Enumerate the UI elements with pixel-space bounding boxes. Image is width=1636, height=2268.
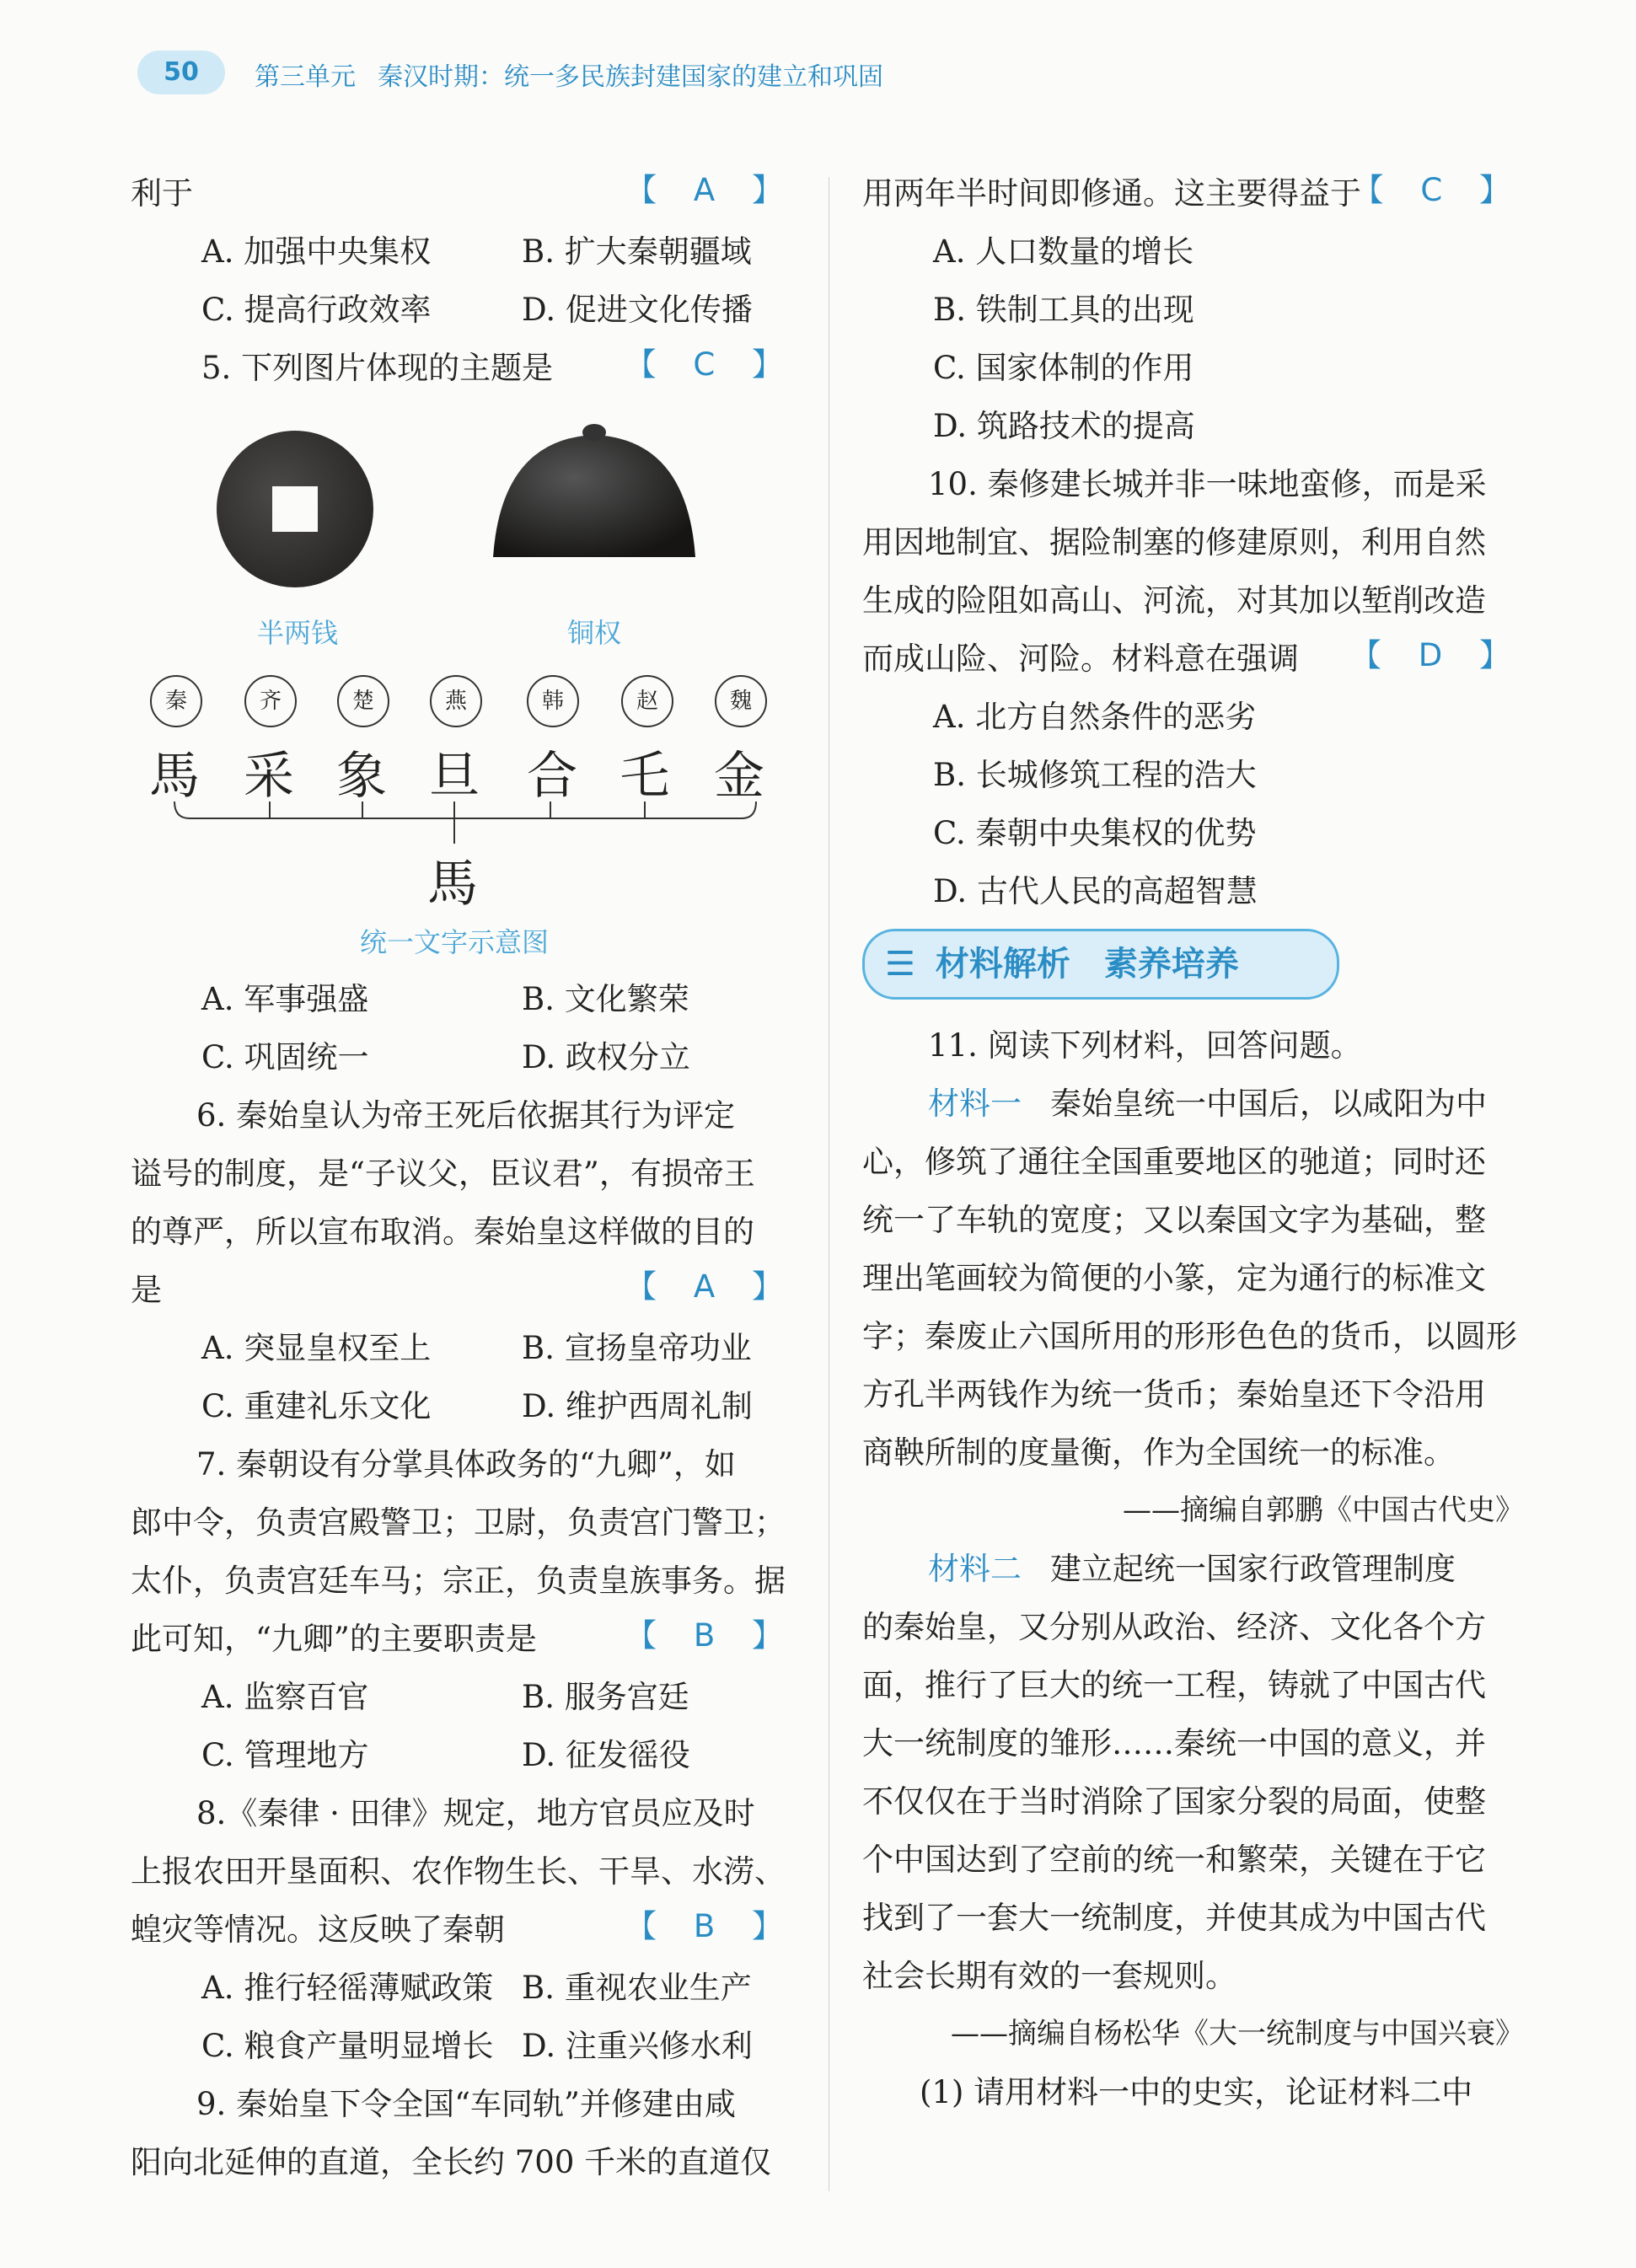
glyph-zhao: 乇 (620, 747, 670, 806)
glyph-unified: 馬 (427, 855, 478, 914)
fig-caption-weight: 铜权 (567, 617, 622, 649)
m2-line: 找到了一套大一统制度，并使其成为中国古代 (862, 1900, 1486, 1936)
q9-tail: 用两年半时间即修通。这主要得益于 【 C 】 (862, 164, 1524, 223)
m2-line: 个中国达到了空前的统一和繁荣，关键在于它 (862, 1842, 1486, 1878)
q4-tail: 利于 【 A 】 (131, 164, 797, 223)
m2-line: 大一统制度的雏形……秦统一中国的意义，并 (862, 1725, 1486, 1761)
section-title: 材料解析 素养培养 (935, 945, 1239, 984)
q10-line: 用因地制宜、据险制塞的修建原则，利用自然 (862, 524, 1486, 560)
m1-line: 心，修筑了通往全国重要地区的驰道；同时还 (862, 1144, 1486, 1180)
bronze-weight-image (485, 414, 704, 582)
state-chu: 楚 (337, 675, 389, 727)
q4-options-row2: C. 提高行政效率 D. 促进文化传播 (201, 292, 753, 328)
m1-line: 理出笔画较为简便的小篆，定为通行的标准文 (862, 1260, 1486, 1296)
q9-option: B. 铁制工具的出现 (933, 292, 1194, 328)
fig-caption-script: 统一文字示意图 (360, 926, 550, 958)
m1-line: 字；秦废止六国所用的形形色色的货币，以圆形 (862, 1318, 1517, 1354)
q7-options-row1: A. 监察百官 B. 服务宫廷 (201, 1679, 689, 1715)
q10-option: A. 北方自然条件的恶劣 (933, 699, 1257, 735)
m1-line: 商鞅所制的度量衡，作为全国统一的标准。 (862, 1434, 1455, 1471)
q8-options-row1: A. 推行轻徭薄赋政策 B. 重视农业生产 (201, 1970, 752, 2006)
q9-option: C. 国家体制的作用 (933, 350, 1194, 386)
q7-line: 7. 秦朝设有分掌具体政务的“九卿”，如 (196, 1446, 736, 1483)
left-column (131, 164, 797, 2191)
q5-options-row2: C. 巩固统一 D. 政权分立 (201, 1039, 690, 1075)
page-number: 50 (137, 51, 225, 94)
q4-answer: 【 A 】 (625, 172, 797, 208)
q5-options-row1: A. 军事强盛 B. 文化繁荣 (201, 981, 689, 1017)
m2-line-first: 材料二 建立起统一国家行政管理制度 (928, 1551, 1456, 1587)
q10-line: 生成的险阻如高山、河流，对其加以堑削改造 (862, 582, 1486, 619)
running-title (255, 56, 905, 93)
m1-line: 方孔半两钱作为统一货币；秦始皇还下令沿用 (862, 1376, 1486, 1413)
state-zhao: 赵 (621, 675, 673, 727)
glyph-wei: 金 (714, 747, 764, 806)
q9-option: A. 人口数量的增长 (933, 233, 1194, 270)
unit-label: 第三单元 (255, 62, 356, 92)
m1-source: ——摘编自郭鹏《中国古代史》 (1123, 1493, 1524, 1527)
q8-line-last: 蝗灾等情况。这反映了秦朝 【 B 】 (131, 1901, 797, 1959)
q4-options-row1: A. 加强中央集权 B. 扩大秦朝疆域 (201, 233, 752, 270)
state-wei: 魏 (715, 675, 767, 727)
q7-line: 太仆，负责宫廷车马；宗正，负责皇族事务。据 (131, 1563, 786, 1599)
q10-line-last: 而成山险、河险。材料意在强调 【 D 】 (862, 630, 1524, 688)
m2-line: 社会长期有效的一套规则。 (862, 1958, 1236, 1994)
q6-line: 6. 秦始皇认为帝王死后依据其行为评定 (196, 1097, 736, 1134)
glyph-chu: 象 (336, 747, 387, 806)
q7-line-last: 此可知，“九卿”的主要职责是 【 B 】 (131, 1610, 797, 1668)
q11-sub1: (1) 请用材料一中的史实，论证材料二中 (920, 2074, 1473, 2110)
page-header (0, 0, 1636, 110)
glyph-qi: 采 (244, 747, 294, 806)
q5-stem: 5. 下列图片体现的主题是 【 C 】 (131, 339, 797, 397)
q6-answer: 【 A 】 (625, 1268, 797, 1305)
stack-icon: ☰ (885, 945, 915, 984)
q10-option: D. 古代人民的高超智慧 (933, 873, 1258, 909)
state-han: 韩 (527, 675, 579, 727)
state-qin: 秦 (150, 675, 202, 727)
m2-line: 面，推行了巨大的统一工程，铸就了中国古代 (862, 1667, 1486, 1703)
m1-line-first: 材料一 秦始皇统一中国后，以咸阳为中 (928, 1086, 1487, 1122)
right-column (862, 164, 1524, 2121)
q6-options-row2: C. 重建礼乐文化 D. 维护西周礼制 (201, 1388, 753, 1424)
banliang-coin-image (217, 431, 373, 587)
q6-line: 的尊严，所以宣布取消。秦始皇这样做的目的 (131, 1214, 754, 1250)
q8-line: 上报农田开垦面积、农作物生长、干旱、水涝、 (131, 1853, 786, 1890)
glyph-qin: 馬 (149, 747, 200, 806)
q5-answer: 【 C 】 (625, 346, 797, 383)
m2-source: ——摘编自杨松华《大一统制度与中国兴衰》 (951, 2017, 1524, 2051)
q5-figures (131, 397, 797, 675)
q8-options-row2: C. 粮食产量明显增长 D. 注重兴修水利 (201, 2028, 753, 2064)
section-banner (862, 929, 1339, 1000)
unit-title: 秦汉时期：统一多民族封建国家的建立和巩固 (378, 62, 883, 92)
q8-line: 8.《秦律 · 田律》规定，地方官员应及时 (196, 1795, 755, 1831)
glyph-han: 合 (527, 747, 577, 806)
q9-line: 9. 秦始皇下令全国“车同轨”并修建由咸 (196, 2086, 736, 2122)
q9-line: 阳向北延伸的直道，全长约 700 千米的直道仅 (131, 2144, 772, 2180)
q10-line: 10. 秦修建长城并非一味地蛮修，而是采 (928, 466, 1487, 502)
m2-line: 的秦始皇，又分别从政治、经济、文化各个方 (862, 1609, 1486, 1645)
script-unification-diagram (131, 675, 797, 970)
fig-caption-coin: 半两钱 (257, 617, 339, 649)
q9-answer: 【 C 】 (1352, 172, 1524, 208)
state-qi: 齐 (244, 675, 297, 727)
q8-answer: 【 B 】 (625, 1908, 797, 1944)
q7-answer: 【 B 】 (625, 1617, 797, 1654)
m1-line: 统一了车轨的宽度；又以秦国文字为基础，整 (862, 1202, 1486, 1238)
q6-options-row1: A. 突显皇权至上 B. 宣扬皇帝功业 (201, 1330, 752, 1366)
state-yan: 燕 (430, 675, 482, 727)
q10-answer: 【 D 】 (1349, 637, 1524, 673)
q10-option: C. 秦朝中央集权的优势 (933, 815, 1257, 851)
q6-line: 谥号的制度，是“子议父，臣议君”，有损帝王 (131, 1155, 755, 1192)
q9-option: D. 筑路技术的提高 (933, 408, 1195, 444)
m2-line: 不仅仅在于当时消除了国家分裂的局面，使整 (862, 1783, 1486, 1820)
glyph-yan: 旦 (429, 747, 480, 806)
q10-option: B. 长城修筑工程的浩大 (933, 757, 1257, 793)
material-2-label: 材料二 (928, 1551, 1022, 1587)
material-1-label: 材料一 (928, 1086, 1022, 1122)
q7-line: 郎中令，负责宫殿警卫；卫尉，负责宫门警卫； (131, 1504, 786, 1541)
q11-stem: 11. 阅读下列材料，回答问题。 (928, 1027, 1362, 1064)
q7-options-row2: C. 管理地方 D. 征发徭役 (201, 1737, 690, 1773)
q6-line-last: 是 【 A 】 (131, 1261, 797, 1319)
